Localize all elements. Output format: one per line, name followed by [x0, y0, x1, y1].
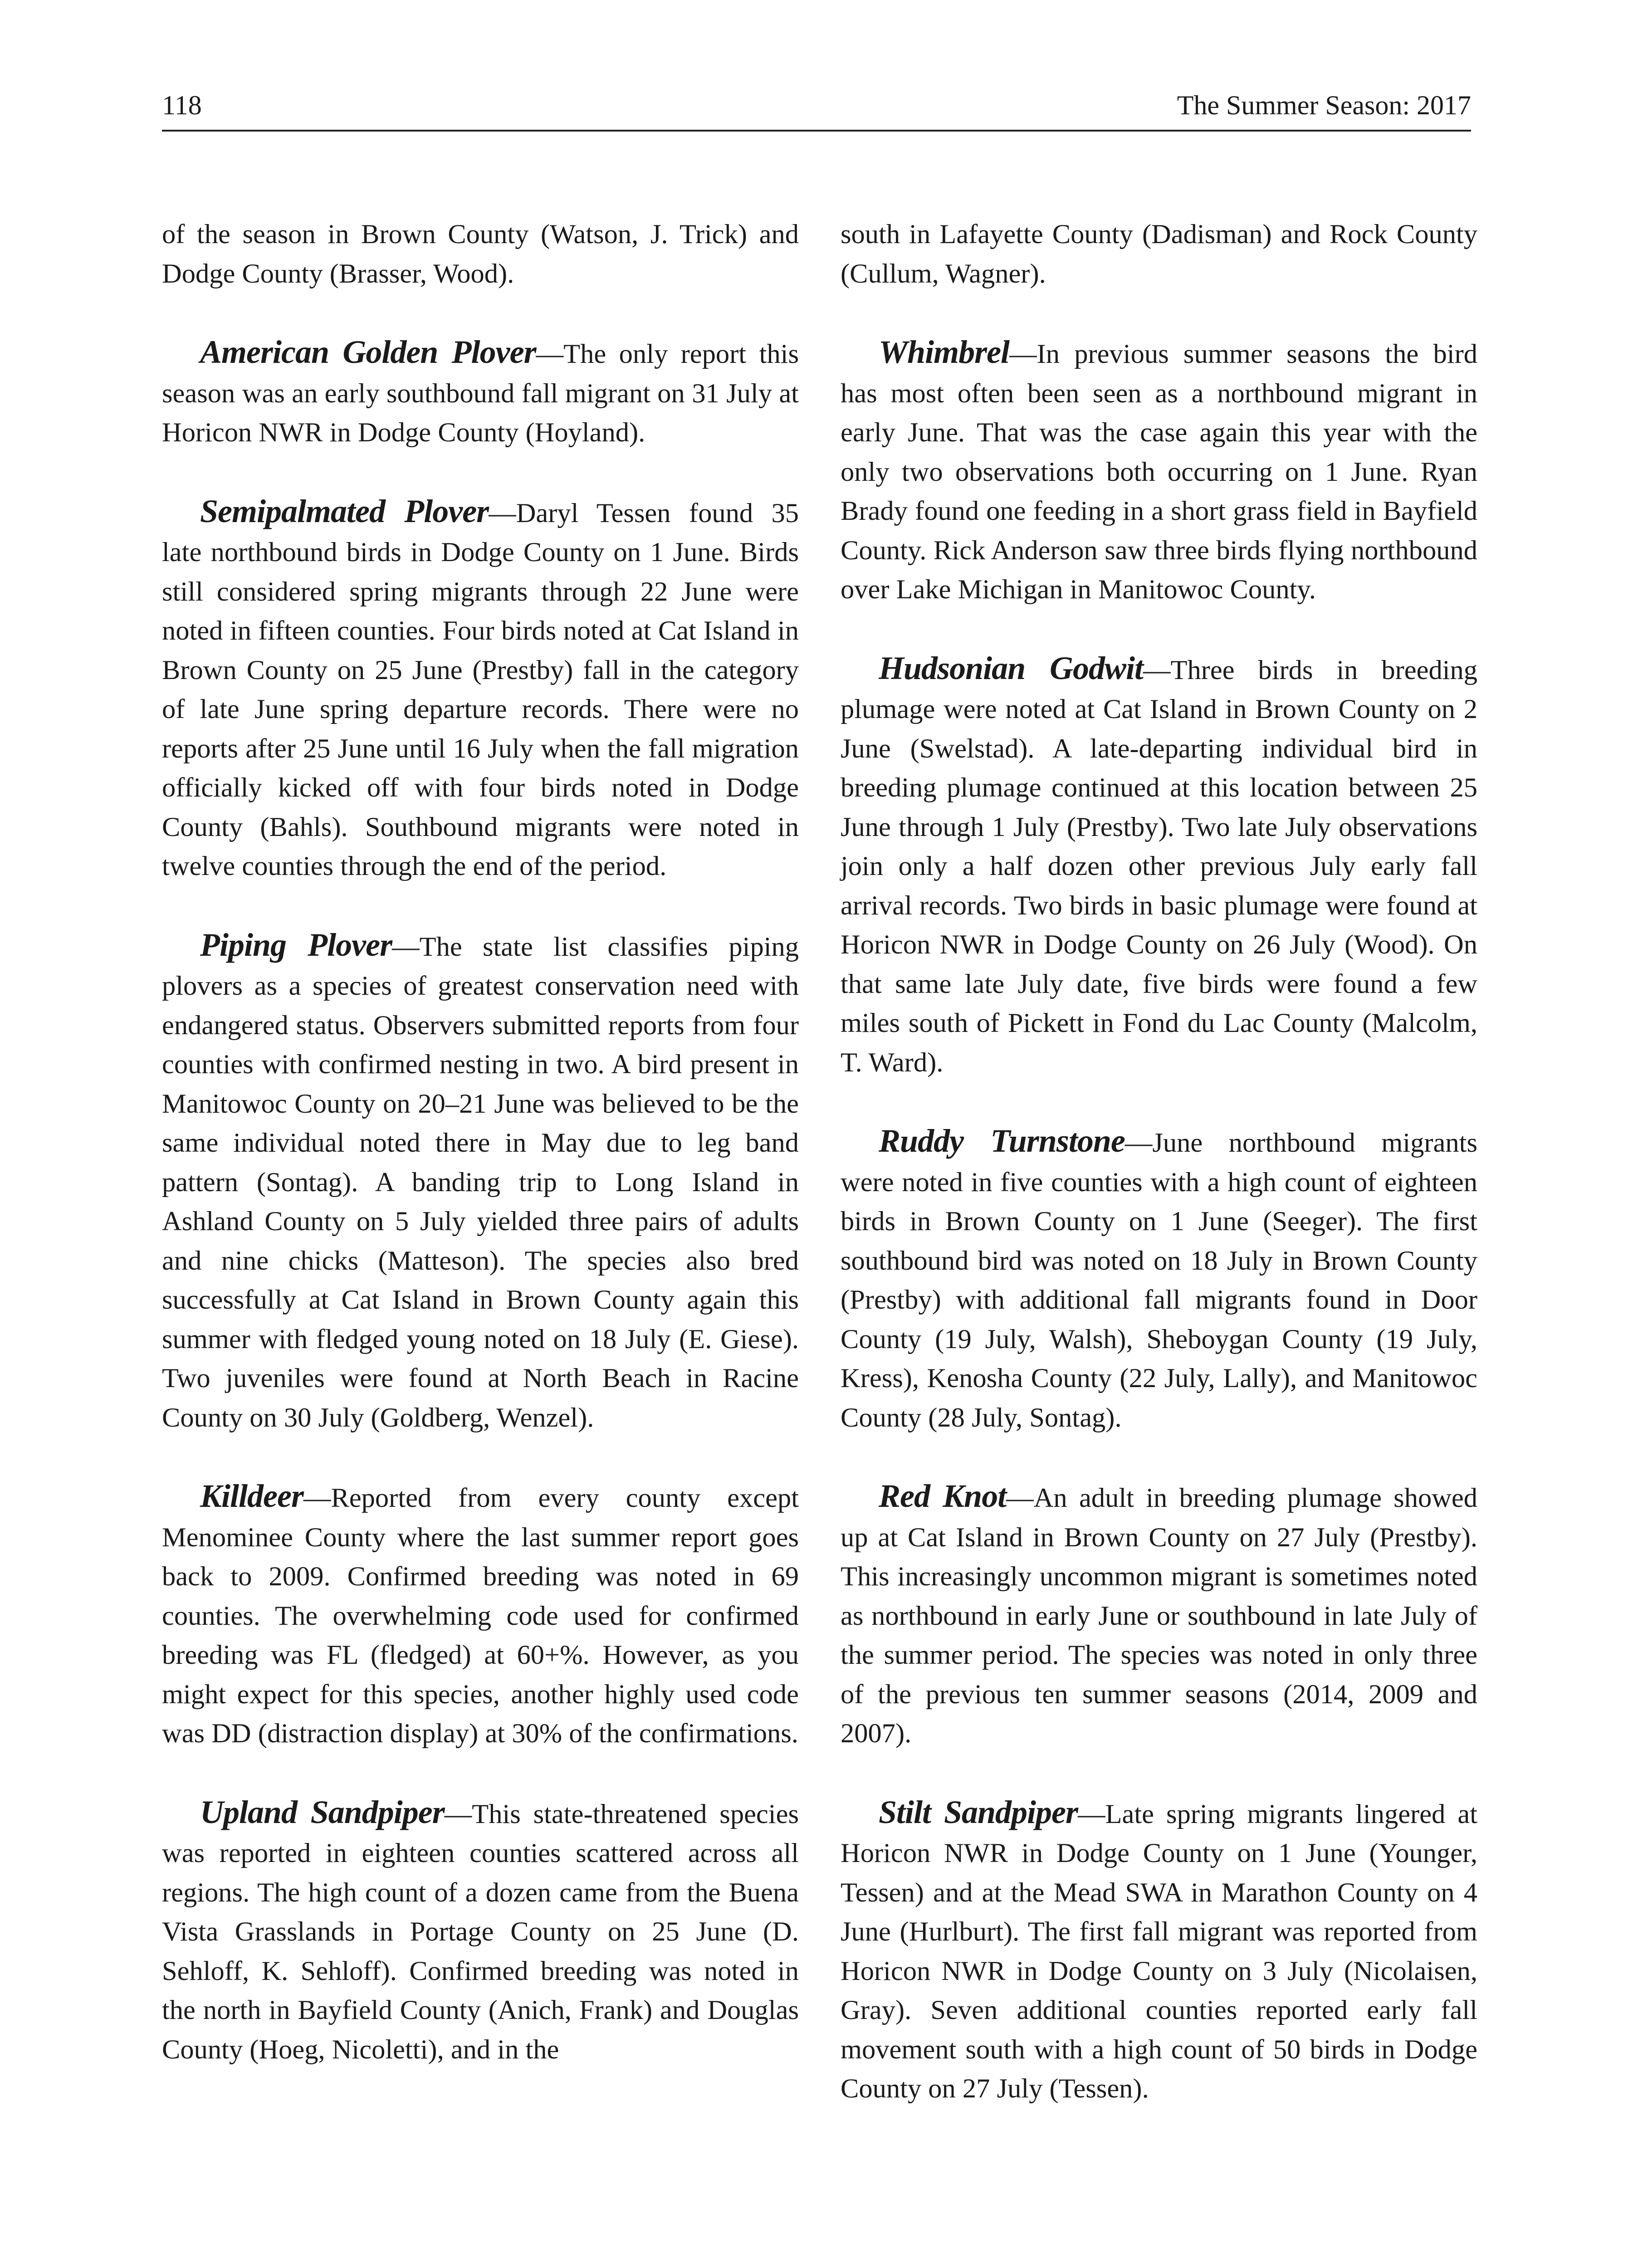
entry-text: —June northbound migrants were noted in five counties with a high count of eighteen birds in Brown County on 1 June (Seeger). The first southbound bird was noted on 18 July in Brown County (Prestby) with additional fall migrants found in Door County (19 July, Walsh), Sheboygan County (19 July, Kress), Kenosha County (22 July, Lally), and Manitowoc County (28 July, Sontag). [841, 1128, 1478, 1433]
species-name: Stilt Sandpiper [879, 1794, 1078, 1830]
entry-stilt-sandpiper [841, 1793, 1477, 2109]
entry-text: —Three birds in breeding plumage were noted at Cat Island in Brown County on 2 June (Swelstad). A late-departing individual bird in breeding plumage continued at this location between 25 June through 1 July (Prestby). Two late July observations join only a half dozen other previous July early fall arrival records. Two birds in basic plumage were found at Horicon NWR in Dodge County on 26 July (Wood). On that same late July date, five birds were found a few miles south of Pickett in Fond du Lac County (Malcolm, T. Ward). [841, 655, 1478, 1078]
species-name: Semipalmated Plover [200, 493, 489, 529]
entry-semipalmated-plover [162, 492, 799, 886]
page-number: 118 [162, 90, 202, 120]
species-name: Killdeer [200, 1478, 303, 1514]
entry-text: of the season in Brown County (Watson, J. Trick) and Dodge County (Brasser, Wood). [162, 219, 799, 289]
entry-text: —Daryl Tessen found 35 late northbound birds in Dodge County on 1 June. Birds still considered spring migrants through 22 June were noted in fifteen counties. Four birds noted at Cat Island in Brown County on 25 June (Prestby) fall in the category of late June spring departure records. There were no reports after 25 June until 16 July when the fall migration officially kicked off with four birds noted in Dodge County (Bahls). Southbound migrants were noted in twelve counties through the end of the period. [162, 498, 799, 881]
species-name: Piping Plover [200, 926, 392, 963]
entry-text: —This state-threatened species was reported in eighteen counties scattered across all regions. The high count of a dozen came from the Buena Vista Grasslands in Portage County on 25 June (D. Sehloff, K. Sehloff). Confirmed breeding was noted in the north in Bayfield County (Anich, Frank) and Douglas County (Hoeg, Nicoletti), and in the [162, 1799, 799, 2065]
entry-text: south in Lafayette County (Dadisman) and Rock County (Cullum, Wagner). [841, 219, 1477, 289]
entry-upland-sandpiper [162, 1793, 799, 2070]
right-column [841, 215, 1477, 2148]
entry-text: —The only report this season was an early southbound fall migrant on 31 July at Horicon NWR in Dodge County (Hoyland). [162, 339, 799, 448]
entry-killdeer [162, 1476, 799, 1754]
entry-text: —The state list classifies piping plovers as a species of greatest conservation need with endangered status. Observers submitted reports from four counties with confirmed nesting in two. A bird present in Manitowoc County on 20–21 June was believed to be the same individual noted there in May due to leg band pattern (Sontag). A banding trip to Long Island in Ashland County on 5 July yielded three pairs of adults and nine chicks (Matteson). The species also bred successfully at Cat Island in Brown County again this summer with fledged young noted on 18 July (E. Giese). Two juveniles were found at North Beach in Racine County on 30 July (Goldberg, Wenzel). [162, 931, 799, 1433]
entry-whimbrel [841, 332, 1477, 610]
running-head [162, 86, 1471, 132]
journal-title: The Summer Season: 2017 [1177, 90, 1471, 120]
species-name: Upland Sandpiper [200, 1794, 445, 1830]
entry-continued-brown-dodge [162, 215, 799, 293]
entry-text: —Late spring migrants lingered at Horicon NWR in Dodge County on 1 June (Younger, Tessen) and at the Mead SWA in Marathon County on 4 June (Hurlburt). The first fall migrant was reported from Horicon NWR in Dodge County on 3 July (Nicolaisen, Gray). Seven additional counties reported early fall movement south with a high count of 50 birds in Dodge County on 27 July (Tessen). [841, 1799, 1478, 2104]
entry-ruddy-turnstone [841, 1121, 1477, 1437]
species-name: Ruddy Turnstone [879, 1123, 1125, 1159]
entry-hudsonian-godwit [841, 649, 1477, 1083]
species-name: Hudsonian Godwit [879, 650, 1143, 686]
entry-red-knot [841, 1476, 1477, 1754]
entry-american-golden-plover [162, 332, 799, 453]
species-name: Red Knot [879, 1478, 1007, 1514]
species-name: Whimbrel [879, 334, 1010, 370]
entry-text: —In previous summer seasons the bird has most often been seen as a northbound migrant in early June. That was the case again this year with the only two observations both occurring on 1 June. Ryan Brady found one feeding in a short grass field in Bayfield County. Rick Anderson saw three birds flying northbound over Lake Michigan in Manitowoc County. [841, 339, 1477, 605]
entry-continued-lafayette-rock [841, 215, 1477, 293]
entry-piping-plover [162, 925, 799, 1438]
entry-text: —An adult in breeding plumage showed up at Cat Island in Brown County on 27 July (Prestby). This increasingly uncommon migrant is sometimes noted as northbound in early June or southbound in late July of the summer period. The species was noted in only three of the previous ten summer seasons (2014, 2009 and 2007). [841, 1483, 1477, 1749]
left-column [162, 215, 799, 2108]
species-name: American Golden Plover [200, 334, 536, 370]
entry-text: —Reported from every county except Menominee County where the last summer report goes back to 2009. Confirmed breeding was noted in 69 counties. The overwhelming code used for confirmed breeding was FL (fledged) at 60+%. However, as you might expect for this species, another highly used code was DD (distraction display) at 30% of the confirmations. [162, 1483, 799, 1749]
